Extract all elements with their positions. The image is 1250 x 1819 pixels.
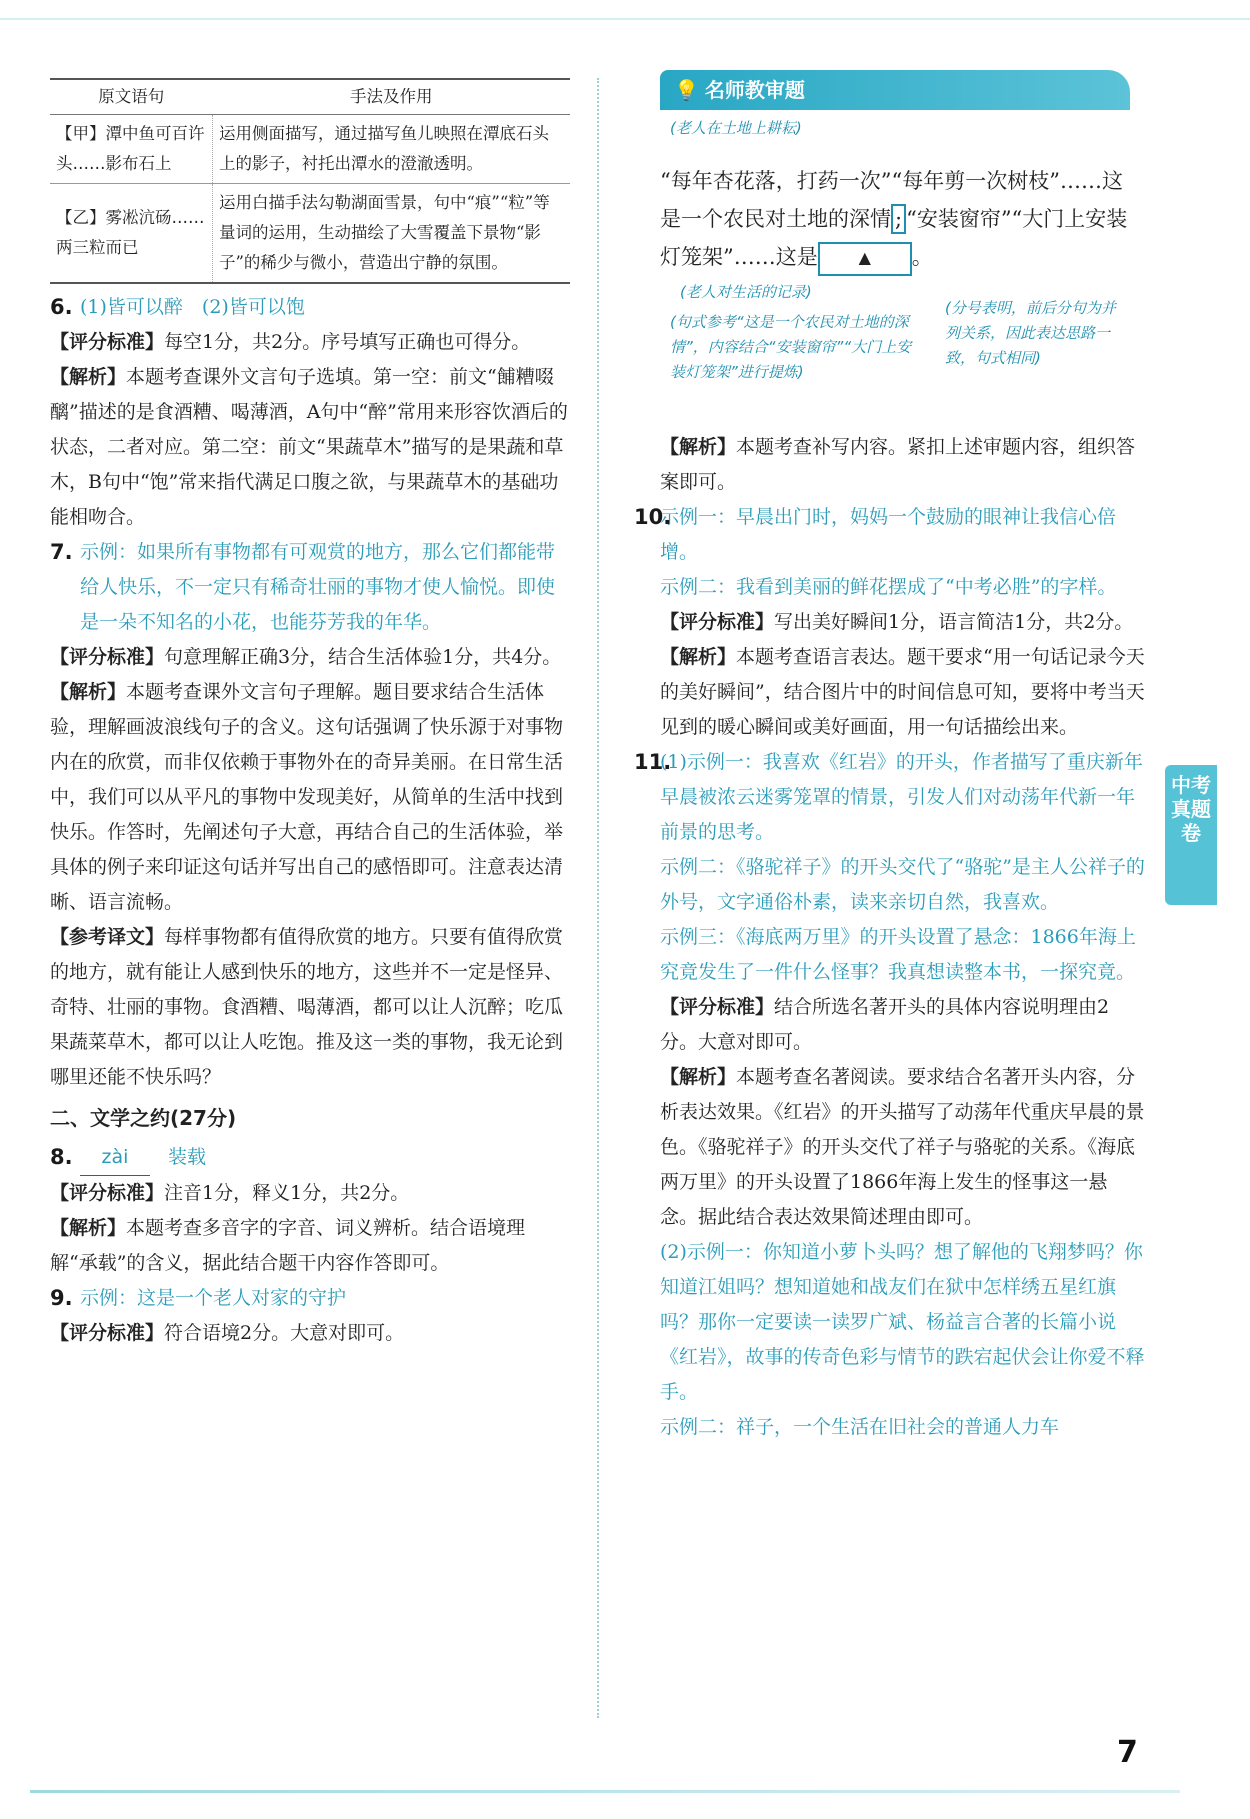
scoring-standard — [660, 605, 1145, 640]
right-column — [634, 70, 1145, 1445]
teacher-review-box — [660, 70, 1145, 440]
question-7 — [50, 535, 570, 640]
answer-example: 示例二：祥子，一个生活在旧社会的普通人力车 — [660, 1416, 1060, 1438]
lightbulb-icon: 💡 — [674, 78, 699, 102]
scoring-standard — [50, 325, 570, 360]
teacher-review-title: 名师教审题 — [704, 78, 805, 102]
question-number: 10. — [634, 505, 672, 529]
answer-example: 示例三：《海底两万里》的开头设置了悬念：1866年海上究竟发生了一件什么怪事？我真想读整本书，一探究竟。 — [660, 926, 1136, 983]
question-10 — [634, 500, 1145, 605]
quote-end: 。 — [911, 245, 933, 269]
answer-text: 装载 — [168, 1146, 207, 1168]
reference-text: 每样事物都有值得欣赏的地方。只要有值得欣赏的地方，就有能让人感到快乐的地方，这些并不一定是怪异、奇特、壮丽的事物。食酒糟、喝薄酒，都可以让人沉醉；吃瓜果蔬菜草木，都可以让人吃饱。推及这一类的事物，我无论到哪里还能不快乐吗？ — [50, 926, 564, 1088]
table-cell-sentence: 【乙】雾凇沆砀……两三粒而已 — [50, 184, 213, 284]
analysis-text: 本题考查语言表达。题干要求“用一句话记录今天的美好瞬间”，结合图片中的时间信息可知，要将中考当天见到的暖心瞬间或美好画面，用一句话描绘出来。 — [660, 646, 1145, 738]
table-header: 原文语句 — [50, 79, 213, 115]
scoring-tag: 【评分标准】 — [50, 646, 165, 668]
question-number: 7. — [50, 540, 73, 564]
answer-text: 示例：这是一个老人对家的守护 — [80, 1287, 347, 1309]
scoring-text: 注音1分，释义1分，共2分。 — [164, 1182, 410, 1204]
analysis-text: 本题考查多音字的字音、词义辨析。结合语境理解“承载”的含义，据此结合题干内容作答即可。 — [50, 1217, 526, 1274]
handwritten-note-top: (老人在土地上耕耘) — [670, 119, 802, 137]
analysis — [50, 1211, 570, 1281]
analysis-text: 本题考查补写内容。紧扣上述审题内容，组织答案即可。 — [660, 436, 1136, 493]
analysis — [660, 640, 1145, 745]
table-cell-sentence: 【甲】潭中鱼可百许头……影布石上 — [50, 115, 213, 184]
question-11 — [634, 745, 1145, 990]
reference-translation — [50, 920, 570, 1095]
table-row — [50, 115, 570, 184]
annotated-quote — [660, 162, 1130, 276]
table-cell-effect: 运用白描手法勾勒湖面雪景，句中“痕”“粒”等量词的运用，生动描绘了大雪覆盖下景物“影子”的稀少与微小，营造出宁静的氛围。 — [213, 184, 571, 284]
analysis — [50, 360, 570, 535]
quote-part-b: “安装窗帘”“大门上安装灯笼架”……这是 — [660, 207, 1128, 269]
reference-tag: 【参考译文】 — [50, 926, 165, 948]
answer-example: 示例二：我看到美丽的鲜花摆成了“中考必胜”的字样。 — [660, 576, 1117, 598]
question-9 — [50, 1281, 570, 1316]
analysis — [660, 430, 1145, 500]
analysis-tag: 【解析】 — [660, 436, 737, 458]
section-heading: 二、文学之约(27分) — [50, 1106, 237, 1130]
table-header-row — [50, 79, 570, 115]
scoring-standard — [50, 1176, 570, 1211]
question-number: 11. — [634, 750, 672, 774]
scoring-tag: 【评分标准】 — [660, 611, 775, 633]
scoring-tag: 【评分标准】 — [50, 1322, 165, 1344]
question-6 — [50, 290, 570, 325]
answer-example: 示例二：《骆驼祥子》的开头交代了“骆驼”是主人公祥子的外号，文字通俗朴素，读来亲切自然，我喜欢。 — [660, 856, 1145, 913]
analysis — [50, 675, 570, 920]
answer-example: (2)示例一：你知道小萝卜头吗？想了解他的飞翔梦吗？你知道江姐吗？想知道她和战友们在狱中怎样绣五星红旗吗？那你一定要读一读罗广斌、杨益言合著的长篇小说《红岩》，故事的传奇色彩与情节的跌宕起伏会让你爱不释手。 — [660, 1241, 1145, 1403]
analysis-tag: 【解析】 — [660, 1066, 737, 1088]
answer-text: 示例：如果所有事物都有可观赏的地方，那么它们都能带给人快乐，不一定只有稀奇壮丽的事物才使人愉悦。即使是一朵不知名的小花，也能芬芳我的年华。 — [80, 541, 556, 633]
page-number: 7 — [1117, 1735, 1138, 1770]
column-separator — [597, 78, 599, 1718]
scoring-text: 符合语境2分。大意对即可。 — [164, 1322, 405, 1344]
scoring-text: 结合所选名著开头的具体内容说明理由2分。大意对即可。 — [660, 996, 1110, 1053]
answer-blank: ▲ — [818, 242, 912, 276]
analysis-tag: 【解析】 — [50, 1217, 127, 1239]
handwritten-note-right: (分号表明，前后分句为并列关系，因此表达思路一致，句式相同) — [945, 299, 1116, 367]
analysis-text: 本题考查课外文言句子理解。题目要求结合生活体验，理解画波浪线句子的含义。这句话强调了快乐源于对事物内在的欣赏，而非仅依赖于事物外在的奇异美丽。在日常生活中，我们可以从平凡的事物中发现美好，从简单的生活中找到快乐。作答时，先阐述句子大意，再结合自己的生活体验，举具体的例子来印证这句话并写出自己的感悟即可。注意表达清晰、语言流畅。 — [50, 681, 564, 913]
quote-part-a: “每年杏花落，打药一次”“每年剪一次树枝”……这是一个农民对土地的深情 — [660, 169, 1123, 231]
analysis-tag: 【解析】 — [50, 366, 127, 388]
teacher-review-body — [660, 110, 1130, 440]
scoring-text: 每空1分，共2分。序号填写正确也可得分。 — [164, 331, 531, 353]
table-cell-effect: 运用侧面描写，通过描写鱼儿映照在潭底石头上的影子，衬托出潭水的澄澈透明。 — [213, 115, 571, 184]
question-number: 8. — [50, 1145, 73, 1169]
left-column — [50, 70, 570, 1351]
scoring-tag: 【评分标准】 — [50, 1182, 165, 1204]
scoring-standard — [50, 1316, 570, 1351]
bottom-rule — [30, 1790, 1180, 1793]
answer-line — [80, 1140, 570, 1176]
table-row — [50, 184, 570, 284]
question-number: 6. — [50, 295, 73, 319]
comparison-table — [50, 78, 570, 284]
table-header: 手法及作用 — [213, 79, 571, 115]
answer-example: 示例一：早晨出门时，妈妈一个鼓励的眼神让我信心倍增。 — [660, 506, 1117, 563]
scoring-text: 句意理解正确3分，结合生活体验1分，共4分。 — [164, 646, 562, 668]
analysis-tag: 【解析】 — [660, 646, 737, 668]
handwritten-note-left: (句式参考“这是一个农民对土地的深情”，内容结合“安装窗帘”“大门上安装灯笼架”进行提炼) — [670, 313, 912, 381]
scoring-text: 写出美好瞬间1分，语言简洁1分，共2分。 — [774, 611, 1134, 633]
teacher-review-header — [660, 70, 1130, 110]
scoring-tag: 【评分标准】 — [50, 331, 165, 353]
scoring-standard — [50, 640, 570, 675]
question-8 — [50, 1140, 570, 1176]
side-tab-label: 中考真题卷 — [1165, 765, 1217, 905]
analysis-text: 本题考查课外文言句子选填。第一空：前文“餔糟啜醨”描述的是食酒糟、喝薄酒，A句中“醉”常用来形容饮酒后的状态，二者对应。第二空：前文“果蔬草木”描写的是果蔬和草木，B句中“饱”常来指代满足口腹之欲，与果蔬草木的基础功能相吻合。 — [50, 366, 568, 528]
answer-example: (1)示例一：我喜欢《红岩》的开头，作者描写了重庆新年早晨被浓云迷雾笼罩的情景，引发人们对动荡年代新一年前景的思考。 — [660, 751, 1143, 843]
handwritten-note-mid: (老人对生活的记录) — [680, 283, 812, 301]
analysis-text: 本题考查名著阅读。要求结合名著开头内容，分析表达效果。《红岩》的开头描写了动荡年代重庆早晨的景色。《骆驼祥子》的开头交代了祥子与骆驼的关系。《海底两万里》的开头设置了1866年海上发生的怪事这一悬念。据此结合表达效果简述理由即可。 — [660, 1066, 1145, 1228]
scoring-standard — [660, 990, 1145, 1060]
question-number: 9. — [50, 1286, 73, 1310]
semicolon-mark: ; — [891, 204, 906, 234]
answer-text: (1)皆可以醉 (2)皆可以饱 — [80, 296, 305, 318]
analysis — [660, 1060, 1145, 1235]
pinyin-answer: zài — [80, 1140, 150, 1176]
analysis-tag: 【解析】 — [50, 681, 127, 703]
top-rule — [0, 18, 1250, 20]
scoring-tag: 【评分标准】 — [660, 996, 775, 1018]
